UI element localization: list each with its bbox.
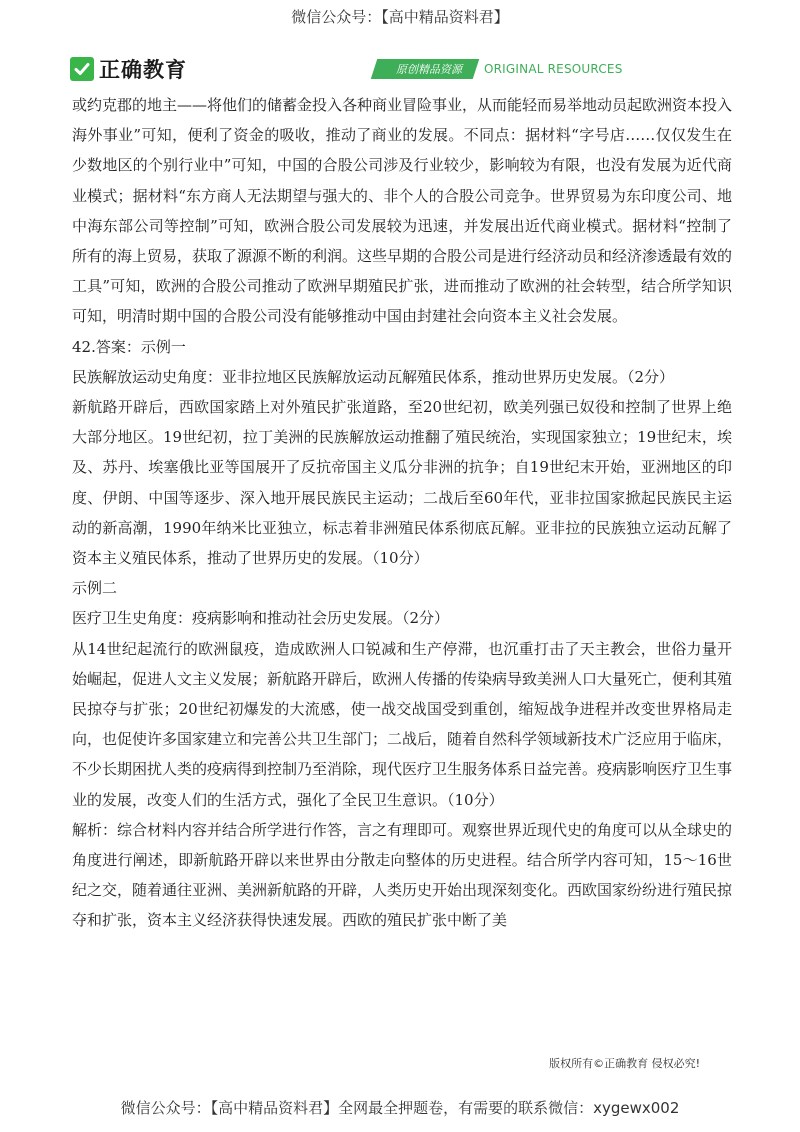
brand-logo [70,52,187,86]
tag-cn: 原创精品资源 [396,63,462,76]
answer-body [72,90,732,936]
tag-en: ORIGINAL RESOURCES [484,62,623,76]
paragraph-example1-angle: 民族解放运动史角度：亚非拉地区民族解放运动瓦解殖民体系，推动世界历史发展。（2分） [72,367,675,386]
brand-header [70,52,750,86]
checkmark-icon [70,57,94,81]
paragraph-example2-angle: 医疗卫生史角度：疫病影响和推动社会历史发展。（2分） [72,609,450,628]
paragraph-comparison: 或约克郡的地主——将他们的储蓄金投入各种商业冒险事业，从而能轻而易举地动员起欧洲资本投入海外事业”可知，便利了资金的吸收，推动了商业的发展。不同点：据材料“字号店……仅仅发生在少数地区的个别行业中”可知，中国的合股公司涉及行业较少，影响较为有限，也没有发展为近代商业模式；据材料“东方商人无法期望与强大的、非个人的合股公司竞争。世界贸易为东印度公司、地中海东部公司等控制”可知，欧洲合股公司发展较为迅速，并发展出近代商业模式。据材料“控制了所有的海上贸易，获取了源源不断的利润。这些早期的合股公司是进行经济动员和经济渗透最有效的工具”可知，欧洲的合股公司推动了欧洲早期殖民扩张，进而推动了欧洲的社会转型，结合所学知识可知，明清时期中国的合股公司没有能够推动中国由封建社会向资本主义社会发展。 [72,96,733,326]
original-resources-tag [374,60,623,78]
paragraph-analysis: 解析：综合材料内容并结合所学进行作答，言之有理即可。观察世界近现代史的角度可以从全球史的角度进行阐述，即新航路开辟以来世界由分散走向整体的历史进程。结合所学内容可知，15～16世纪之交，随着通往亚洲、美洲新航路的开辟，人类历史开始出现深刻变化。西欧国家纷纷进行殖民掠夺和扩张，资本主义经济获得快速发展。西欧的殖民扩张中断了美 [72,820,733,930]
paragraph-example1-body: 新航路开辟后，西欧国家踏上对外殖民扩张道路，至20世纪初，欧美列强已奴役和控制了世界上绝大部分地区。19世纪初，拉丁美洲的民族解放运动推翻了殖民统治，实现国家独立；19世纪末，埃及、苏丹、埃塞俄比亚等国展开了反抗帝国主义瓜分非洲的抗争；自19世纪末开始，亚洲地区的印度、伊朗、中国等逐步、深入地开展民族民主运动；二战后至60年代，亚非拉国家掀起民族民主运动的新高潮，1990年纳米比亚独立，标志着非洲殖民体系彻底瓦解。亚非拉的民族独立运动瓦解了资本主义殖民体系，推动了世界历史的发展。（10分） [72,398,732,568]
top-wechat-banner: 微信公众号：【高中精品资料君】 [291,8,509,26]
bottom-wechat-banner: 微信公众号：【高中精品资料君】全网最全押题卷，有需要的联系微信：xygewx002 [120,1099,680,1117]
copyright-notice: 版权所有©正确教育 侵权必究! [549,1057,700,1070]
paragraph-example2-heading: 示例二 [72,579,118,598]
logo-text: 正确教育 [99,58,187,82]
paragraph-q42-heading: 42.答案：示例一 [72,337,186,356]
paragraph-example2-body: 从14世纪起流行的欧洲鼠疫，造成欧洲人口锐减和生产停滞，也沉重打击了天主教会，世俗力量开始崛起，促进人文主义发展；新航路开辟后，欧洲人传播的传染病导致美洲人口大量死亡，便利其殖民掠夺与扩张；20世纪初爆发的大流感，使一战交战国受到重创，缩短战争进程并改变世界格局走向，也促使许多国家建立和完善公共卫生部门；二战后，随着自然科学领域新技术广泛应用于临床，不少长期困扰人类的疫病得到控制乃至消除，现代医疗卫生服务体系日益完善。疫病影响医疗卫生事业的发展，改变人们的生活方式，强化了全民卫生意识。（10分） [72,639,733,809]
